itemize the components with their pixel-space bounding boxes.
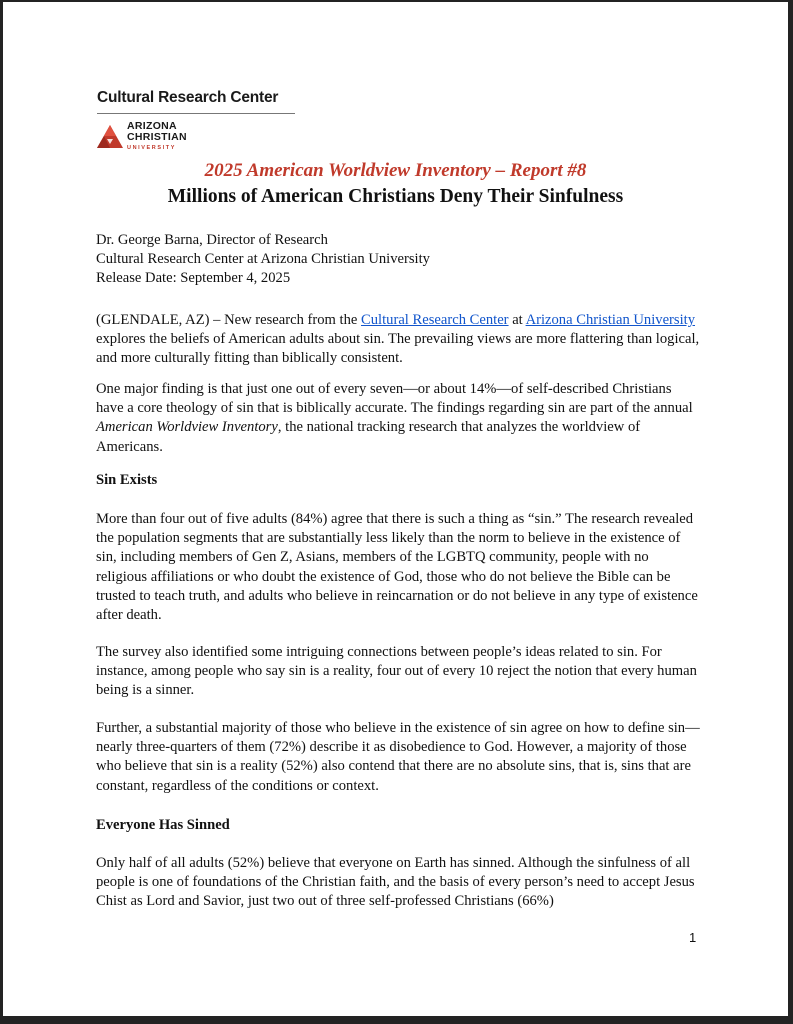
org-name: Cultural Research Center bbox=[97, 89, 279, 106]
author: Dr. George Barna, Director of Research bbox=[96, 232, 328, 248]
document-page bbox=[3, 2, 788, 1016]
cultural-research-center-link[interactable]: Cultural Research Center bbox=[361, 312, 509, 328]
section-1-paragraph-1: More than four out of five adults (84%) agree that there is such a thing as “sin.” The research revealed the population segments that are substantially less likely than the norm to believe in the existence of sin, including members of Gen Z, Asians, members of the LGBTQ community, people with no religious affiliations or who doubt the existence of God, those who do not believe the Bible can be trusted to teach truth, and adults who believe in reincarnation or do not believe in any type of existence after death. bbox=[96, 511, 698, 624]
affiliation: Cultural Research Center at Arizona Christian University bbox=[96, 251, 430, 267]
section-1-paragraph-2: The survey also identified some intriguing connections between people’s ideas related to sin. For instance, among people who say sin is a reality, four out of every 10 reject the notion that every human being is a sinner. bbox=[96, 644, 697, 699]
section-heading-sin-exists: Sin Exists bbox=[96, 472, 158, 488]
section-1-paragraph-3: Further, a substantial majority of those who believe in the existence of sin agree on how to define sin—nearly three-quarters of them (72%) describe it as disobedience to God. However, a majority of those who believe that sin is a reality (52%) also contend that there are no absolute sins, that is, sins that are constant, regardless of the conditions or context. bbox=[96, 720, 700, 794]
byline bbox=[96, 231, 430, 288]
intro-paragraph-2: One major finding is that just one out of every seven—or about 14%—of self-described Christians have a core theology of sin that is biblically accurate. The findings regarding sin are part of the annual American Worldview Inventory, the national tracking research that analyzes the worldview of Americans. bbox=[96, 381, 693, 455]
section-heading-everyone-has-sinned: Everyone Has Sinned bbox=[96, 817, 230, 833]
acu-line-1: ARIZONA bbox=[127, 120, 177, 132]
section-2-paragraph-1: Only half of all adults (52%) believe that everyone on Earth has sinned. Although the sinfulness of all people is one of foundations of the Christian faith, and the basis of every person’s need to accept Jesus Chist as Lord and Savior, just two out of three self-professed Christians (66%) bbox=[96, 855, 695, 910]
acu-wordmark bbox=[127, 121, 187, 143]
intro-paragraph-1: (GLENDALE, AZ) – New research from the Cultural Research Center at Arizona Christian University explores the beliefs of American adults about sin. The prevailing views are more flattering than logical, and more culturally fitting than biblically consistent. bbox=[96, 312, 700, 367]
arizona-christian-university-link[interactable]: Arizona Christian University bbox=[525, 312, 695, 328]
header-divider bbox=[97, 113, 295, 114]
acu-triangle-logo-icon bbox=[96, 124, 124, 150]
acu-line-3: UNIVERSITY bbox=[127, 145, 177, 151]
acu-line-2: CHRISTIAN bbox=[127, 131, 187, 143]
release-date: Release Date: September 4, 2025 bbox=[96, 270, 291, 286]
report-title: Millions of American Christians Deny Their Sinfulness bbox=[167, 186, 624, 207]
report-kicker: 2025 American Worldview Inventory – Report #8 bbox=[204, 160, 587, 181]
acu-logo bbox=[96, 121, 216, 157]
page-number: 1 bbox=[689, 930, 697, 945]
publication-title: American Worldview Inventory bbox=[96, 419, 278, 436]
